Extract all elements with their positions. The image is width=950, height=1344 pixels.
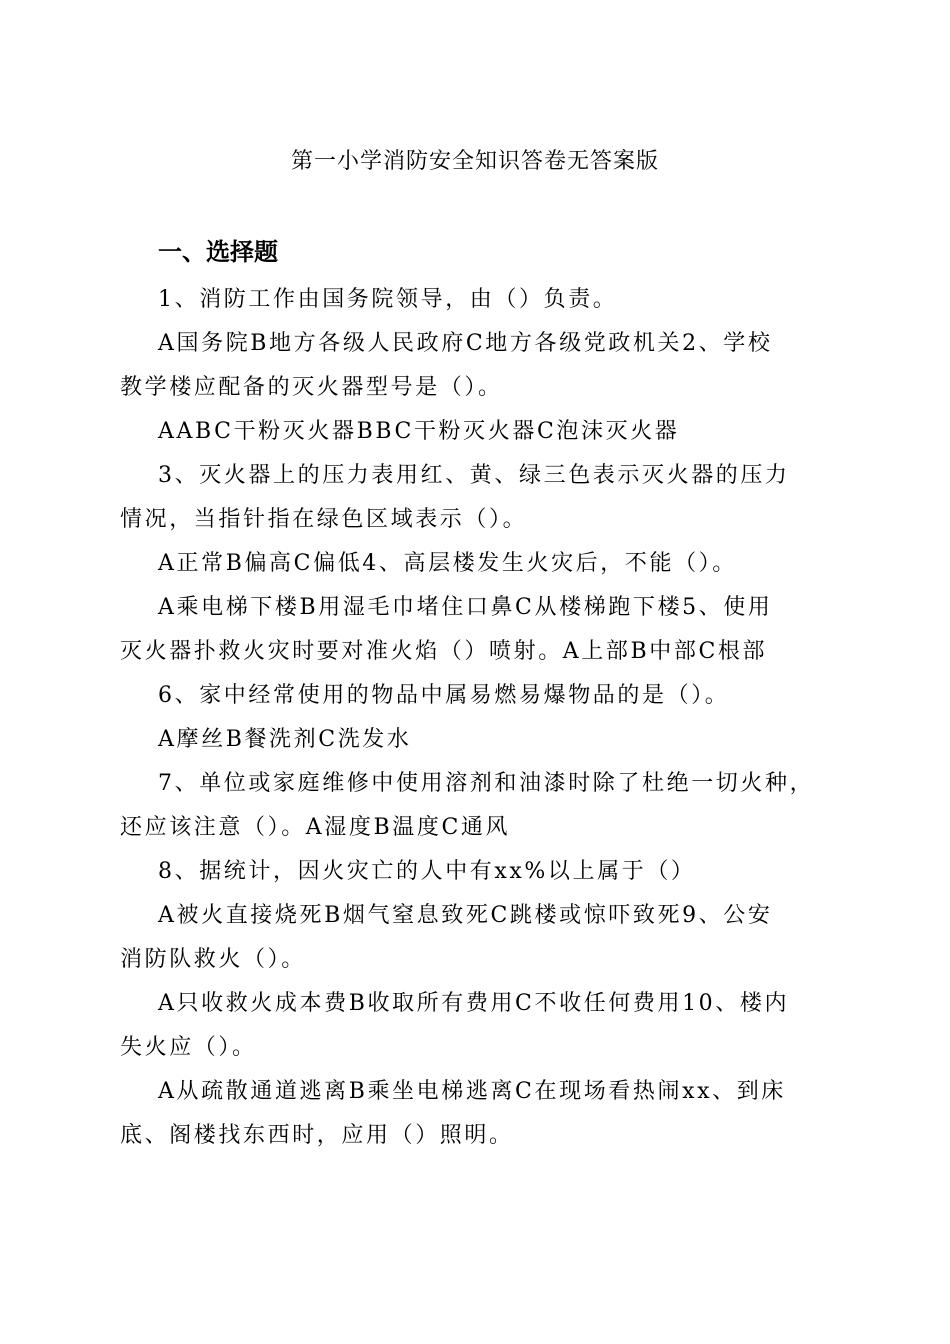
question-11-continued: 底、阁楼找东西时，应用（）照明。 (120, 1123, 514, 1148)
question-10-continued: 失火应（）。 (120, 1035, 257, 1060)
question-9-options: A只收救火成本费B收取所有费用C不收任何费用10、楼内 (158, 991, 790, 1016)
question-5-continued: 灭火器扑救火灾时要对准火焰（）喷射。A上部B中部C根部 (120, 639, 768, 664)
question-10-options: A从疏散通道逃离B乘坐电梯逃离C在现场看热闹xx、到床 (158, 1079, 786, 1104)
question-1-options: A国务院B地方各级人民政府C地方各级党政机关2、学校 (158, 331, 773, 356)
question-6: 6、家中经常使用的物品中属易燃易爆物品的是（）。 (158, 683, 730, 708)
question-1: 1、消防工作由国务院领导，由（）负责。 (158, 287, 618, 312)
question-3-options: A正常B偏高C偏低4、高层楼发生火灾后，不能（）。 (158, 551, 737, 576)
question-4-options: A乘电梯下楼B用湿毛巾堵住口鼻C从楼梯跑下楼5、使用 (158, 595, 773, 620)
question-9-continued: 消防队救火（）。 (120, 947, 306, 972)
document-title: 第一小学消防安全知识答卷无答案版 (290, 149, 659, 174)
question-2-options: AABC干粉灭火器BBC干粉灭火器C泡沫灭火器 (158, 419, 680, 444)
question-8-options: A被火直接烧死B烟气窒息致死C跳楼或惊吓致死9、公安 (158, 903, 773, 928)
section-heading: 一、选择题 (158, 238, 278, 266)
question-3: 3、灭火器上的压力表用红、黄、绿三色表示灭火器的压力 (158, 463, 790, 488)
question-7: 7、单位或家庭维修中使用溶剂和油漆时除了杜绝一切火种， (158, 771, 815, 796)
question-8: 8、据统计，因火灾亡的人中有xx%以上属于（） (158, 859, 696, 884)
question-3-continued: 情况，当指针指在绿色区域表示（）。 (120, 507, 528, 532)
question-6-options: A摩丝B餐洗剂C洗发水 (158, 727, 412, 752)
question-2-continued: 教学楼应配备的灭火器型号是（）。 (120, 375, 503, 400)
question-7-continued: 还应该注意（）。A湿度B温度C通风 (120, 815, 511, 840)
